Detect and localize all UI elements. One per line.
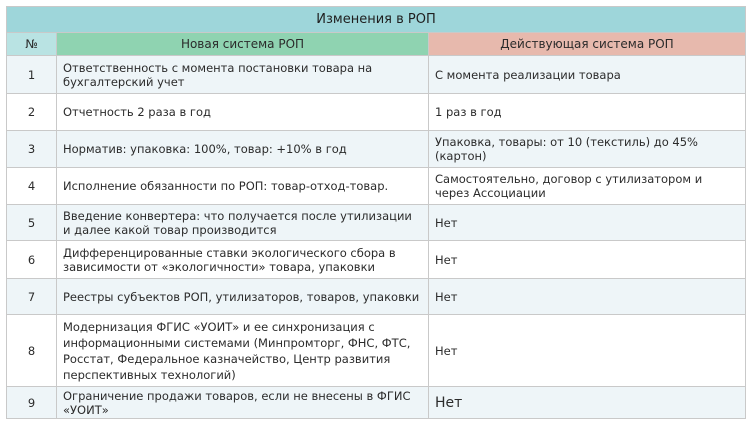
row-num: 6: [7, 241, 57, 279]
row-current: Упаковка, товары: от 10 (текстиль) до 45% (картон): [429, 131, 746, 168]
table-row: [7, 205, 746, 241]
table-row: [7, 387, 746, 419]
header-num: №: [7, 33, 57, 56]
row-new: Ответственность с момента постановки товара на бухгалтерский учет: [57, 56, 429, 94]
table-row: [7, 279, 746, 315]
table-title: Изменения в РОП: [7, 7, 746, 33]
row-current: Нет: [429, 315, 746, 387]
table-row: [7, 241, 746, 279]
row-current: Нет: [429, 241, 746, 279]
table-row: [7, 131, 746, 168]
table-row: [7, 168, 746, 205]
row-current: Нет: [429, 387, 746, 419]
row-new: Исполнение обязанности по РОП: товар-отход-товар.: [57, 168, 429, 205]
row-current: Самостоятельно, договор с утилизатором и через Ассоциации: [429, 168, 746, 205]
row-num: 5: [7, 205, 57, 241]
row-num: 3: [7, 131, 57, 168]
row-current: Нет: [429, 279, 746, 315]
row-current: Нет: [429, 205, 746, 241]
header-new-system: Новая система РОП: [57, 33, 429, 56]
rop-changes-table: [6, 6, 746, 419]
table-row: [7, 56, 746, 94]
row-num: 7: [7, 279, 57, 315]
row-new: Дифференцированные ставки экологического сбора в зависимости от «экологичности» товара, упаковки: [57, 241, 429, 279]
row-new: Введение конвертера: что получается после утилизации и далее какой товар производится: [57, 205, 429, 241]
row-num: 8: [7, 315, 57, 387]
row-current: 1 раз в год: [429, 94, 746, 131]
row-current: С момента реализации товара: [429, 56, 746, 94]
row-num: 1: [7, 56, 57, 94]
row-new: Норматив: упаковка: 100%, товар: +10% в год: [57, 131, 429, 168]
row-num: 2: [7, 94, 57, 131]
row-new: Отчетность 2 раза в год: [57, 94, 429, 131]
table-row: [7, 94, 746, 131]
row-num: 9: [7, 387, 57, 419]
row-new: Реестры субъектов РОП, утилизаторов, товаров, упаковки: [57, 279, 429, 315]
row-new: Модернизация ФГИС «УОИТ» и ее синхронизация с информационными системами (Минпромторг, ФНС, ФТС, Росстат, Федеральное казначейство, Центр развития перспективных технологий): [57, 315, 429, 387]
row-new: Ограничение продажи товаров, если не внесены в ФГИС «УОИТ»: [57, 387, 429, 419]
slide: [6, 6, 745, 422]
row-num: 4: [7, 168, 57, 205]
table-row: [7, 315, 746, 387]
header-current-system: Действующая система РОП: [429, 33, 746, 56]
